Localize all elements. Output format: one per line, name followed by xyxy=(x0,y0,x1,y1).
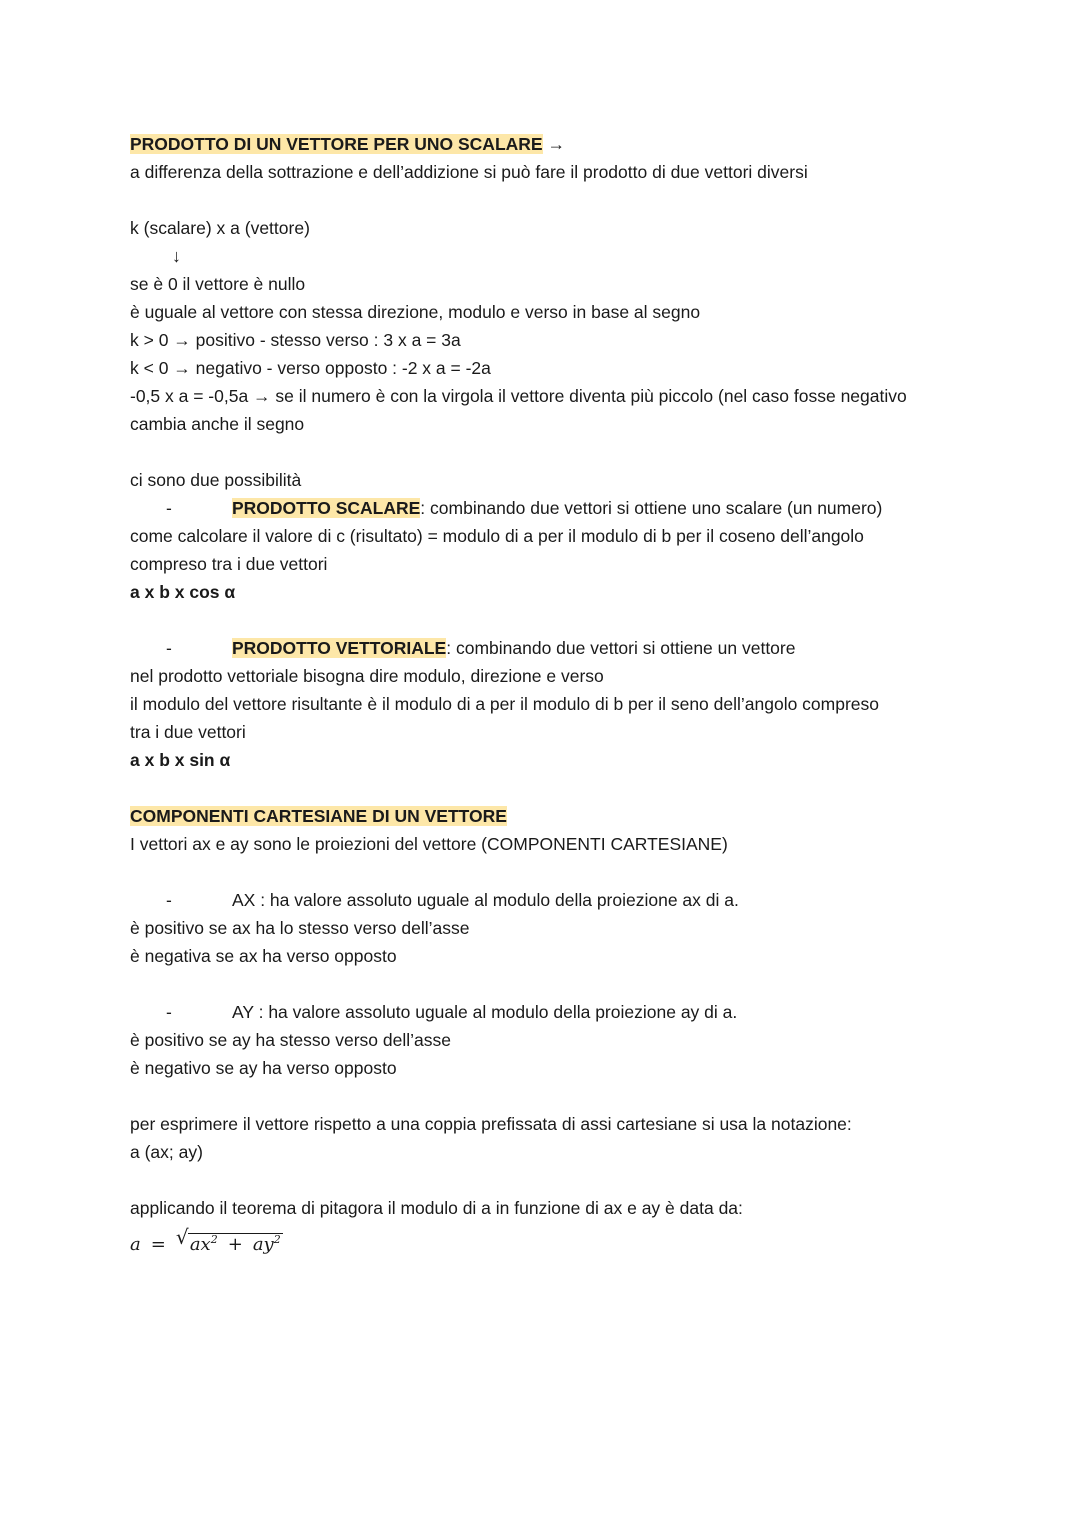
square-root xyxy=(176,1226,283,1259)
components-intro: I vettori ax e ay sono le proiezioni del vettore (COMPONENTI CARTESIANE) xyxy=(130,834,728,854)
scalar-calc-text-cont: compreso tra i due vettori xyxy=(130,554,328,574)
scalar-calc-text: come calcolare il valore di c (risultato) = modulo di a per il modulo di b per il coseno dell’angolo xyxy=(130,526,864,546)
vector-text-1: nel prodotto vettoriale bisogna dire modulo, direzione e verso xyxy=(130,666,604,686)
ax-text: AX : ha valore assoluto uguale al modulo della proiezione ax di a. xyxy=(232,890,739,910)
vector-text-3: tra i due vettori xyxy=(130,722,246,742)
ay-positive: è positivo se ay ha stesso verso dell’asse xyxy=(130,1030,451,1050)
radical-sign: √ xyxy=(175,1225,189,1249)
bullet-dash: - xyxy=(166,498,172,518)
k-negative-text: k < 0 → negativo - verso opposto : -2 x a = -2a xyxy=(130,358,491,378)
intro-text: a differenza della sottrazione e dell’addizione si può fare il prodotto di due vettori diversi xyxy=(130,162,808,182)
vector-text-2: il modulo del vettore risultante è il modulo di a per il modulo di b per il seno dell’angolo compreso xyxy=(130,694,880,714)
formula-ay: ay xyxy=(252,1234,274,1255)
scalar-product-desc: : combinando due vettori si ottiene uno scalare (un numero) xyxy=(420,498,883,518)
k-line: k (scalare) x a (vettore) xyxy=(130,218,310,238)
vector-formula: a x b x sin α xyxy=(130,750,231,770)
k-positive-text: k > 0 → positivo - stesso verso : 3 x a = 3a xyxy=(130,330,461,350)
decimal-text-cont: cambia anche il segno xyxy=(130,414,305,434)
formula-exponent: 2 xyxy=(210,1233,218,1246)
ax-bullet xyxy=(166,886,739,914)
decimal-text: -0,5 x a = -0,5a → se il numero è con la virgola il vettore diventa più piccolo (nel caso fosse negativo xyxy=(130,386,907,406)
ax-negative: è negativa se ax ha verso opposto xyxy=(130,946,397,966)
ay-negative: è negativo se ay ha verso opposto xyxy=(130,1058,397,1078)
formula-lhs: a xyxy=(130,1234,141,1255)
bullet-dash: - xyxy=(166,1002,172,1022)
null-vector-text: se è 0 il vettore è nullo xyxy=(130,274,306,294)
ax-positive: è positivo se ax ha lo stesso verso dell’asse xyxy=(130,918,470,938)
scalar-product-bullet xyxy=(166,494,882,522)
notation-text: per esprimere il vettore rispetto a una coppia prefissata di assi cartesiane si usa la notazione: xyxy=(130,1114,852,1134)
scalar-product-label: PRODOTTO SCALARE xyxy=(232,498,421,518)
equal-vector-text: è uguale al vettore con stessa direzione, modulo e verso in base al segno xyxy=(130,302,701,322)
section-title-components: COMPONENTI CARTESIANE DI UN VETTORE xyxy=(130,806,507,826)
right-arrow-icon: → xyxy=(547,134,565,154)
pitagora-formula xyxy=(130,1226,283,1254)
formula-exponent: 2 xyxy=(273,1233,281,1246)
formula-equals: = xyxy=(150,1234,166,1255)
section-title-scalar-product: PRODOTTO DI UN VETTORE PER UNO SCALARE → xyxy=(130,134,565,154)
bullet-dash: - xyxy=(166,638,172,658)
formula-plus: + xyxy=(227,1234,243,1255)
bullet-dash: - xyxy=(166,890,172,910)
pitagora-text: applicando il teorema di pitagora il modulo di a in funzione di ax e ay è data da: xyxy=(130,1198,743,1218)
formula-ax: ax xyxy=(189,1234,211,1255)
ay-text: AY : ha valore assoluto uguale al modulo della proiezione ay di a. xyxy=(232,1002,738,1022)
scalar-formula: a x b x cos α xyxy=(130,582,236,602)
possibilities-text: ci sono due possibilità xyxy=(130,470,302,490)
notation-value: a (ax; ay) xyxy=(130,1142,203,1162)
ay-bullet xyxy=(166,998,737,1026)
vector-product-label: PRODOTTO VETTORIALE xyxy=(232,638,447,658)
down-arrow-icon: ↓ xyxy=(172,246,181,266)
vector-product-bullet xyxy=(166,634,795,662)
vector-product-desc: : combinando due vettori si ottiene un vettore xyxy=(446,638,796,658)
